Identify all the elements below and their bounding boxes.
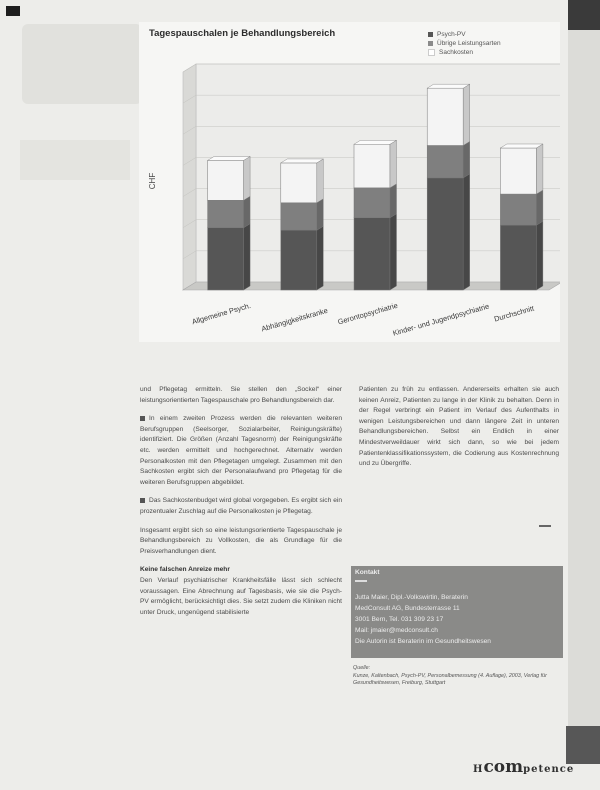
bar-top — [208, 156, 251, 160]
chart-side-wall — [183, 64, 196, 290]
bar-segment — [208, 228, 244, 290]
paragraph: Insgesamt ergibt sich so eine leistungsorientierte Tagespauschale je Behandlungsbereich zu Vollkosten, die als Grundlage für die Preisverhandlungen dient. — [140, 526, 342, 555]
category-label: Abhängigkeitskranke — [260, 305, 329, 334]
contact-email[interactable]: Mail: jmaier@medconsult.ch — [355, 627, 438, 634]
contact-name: Jutta Maier, Dipl.-Volkswirtin, Beraterin — [355, 594, 468, 601]
chart-panel — [139, 22, 560, 342]
bullet-paragraph: In einem zweiten Prozess werden die relevanten weiteren Berufsgruppen (Seelsorger, Sozialarbeiter, Reinigungskräfte) identifiziert. Die Größen (Anzahl Tagesnorm) der Reinigungskräfte etc. werden ermittelt und hochgerechnet. Alternativ werden Personalkosten mit den Pflegetagen umgelegt. Zusammen mit den Sachkosten ergibt sich der Personalaufwand pro Pflegetag für die weiteren Berufsgruppen abgebildet. — [140, 415, 342, 486]
side-tab — [568, 0, 600, 30]
contact-dash — [355, 580, 367, 582]
category-label: Durchschnitt — [493, 303, 536, 324]
y-axis-label: CHF — [148, 172, 157, 190]
article-left-column — [140, 385, 342, 626]
bar-segment — [354, 144, 390, 188]
bar-segment — [208, 200, 244, 227]
legend-label: Übrige Leistungsarten — [437, 40, 501, 47]
bar-top — [500, 144, 543, 148]
square-bullet-icon — [140, 498, 145, 503]
bar-segment — [427, 88, 463, 145]
category-label: Gerontopsychiatrie — [336, 300, 399, 327]
competence-logo: Hcompetence — [473, 757, 575, 777]
source-label: Quelle: — [353, 665, 371, 671]
bar-segment — [281, 163, 317, 203]
chart-legend — [428, 30, 501, 57]
contact-heading: Kontakt — [355, 569, 380, 576]
square-bullet-icon — [140, 416, 145, 421]
source-text: Kunze, Kaltenbach, Psych-PV, Personalbemessung (4. Auflage), 2003, Verlag für Gesundheitswesen, Freiburg, Stuttgart — [353, 672, 547, 687]
bar-segment — [354, 218, 390, 290]
bar-segment-side — [244, 196, 251, 227]
corner-tab — [6, 6, 20, 16]
bar-top — [427, 84, 470, 88]
bar-top — [281, 159, 324, 163]
faded-text-band — [20, 140, 130, 180]
bar-segment-side — [390, 184, 397, 218]
bar-segment-side — [390, 140, 397, 188]
bar-segment-side — [463, 84, 470, 145]
legend-item-psych-pv — [428, 30, 501, 39]
contact-address: MedConsult AG, Bundesterrasse 11 — [355, 605, 460, 612]
bar-segment — [427, 178, 463, 290]
article-right-column — [359, 385, 559, 478]
bar-segment-side — [390, 214, 397, 290]
bar-segment-side — [244, 156, 251, 200]
bar-segment — [500, 194, 536, 225]
contact-phone: 3001 Bern, Tel. 031 309 23 17 — [355, 616, 444, 623]
bar-segment-side — [317, 159, 324, 203]
bar-segment — [427, 145, 463, 177]
bar-chart — [139, 22, 560, 342]
category-label: Kinder- und Jugendpsychiatrie — [391, 301, 491, 338]
faded-header-shape — [22, 24, 142, 104]
legend-item-sachkosten — [428, 48, 501, 57]
bar-segment — [281, 203, 317, 230]
paragraph: und Pflegetag ermitteln. Sie stellen den „Sockel“ einer leistungsorientierten Tagespauschale pro Behandlungsbereich dar. — [140, 386, 342, 404]
bar-segment-side — [463, 141, 470, 177]
page-edge-strip — [568, 30, 600, 730]
contact-box — [351, 566, 563, 658]
bar-segment — [354, 188, 390, 218]
category-label: Allgemeine Psych. — [190, 300, 252, 327]
legend-item-uebrige — [428, 39, 501, 48]
bar-segment — [281, 230, 317, 290]
legend-label: Sachkosten — [439, 49, 473, 56]
bar-segment-side — [536, 221, 543, 290]
legend-label: Psych-PV — [437, 31, 466, 38]
source-note — [353, 665, 563, 688]
chart-title: Tagespauschalen je Behandlungsbereich — [149, 28, 336, 39]
bar-segment-side — [317, 226, 324, 290]
bar-segment — [500, 225, 536, 290]
bar-segment-side — [536, 144, 543, 194]
bullet-paragraph: Das Sachkostenbudget wird global vorgegeben. Es ergibt sich ein prozentualer Zuschlag auf die Personalkosten je Pflegetag. — [140, 497, 342, 515]
bar-top — [354, 140, 397, 144]
section-heading: Keine falschen Anreize mehr — [140, 566, 230, 574]
bar-segment-side — [536, 190, 543, 225]
bar-segment-side — [244, 224, 251, 290]
bar-segment-side — [463, 174, 470, 290]
contact-note: Die Autorin ist Beraterin im Gesundheitswesen — [355, 638, 491, 645]
paragraph: Den Verlauf psychiatrischer Krankheitsfälle lässt sich schlecht voraussagen. Eine Abrechnung auf Tagesbasis, wie sie die Psych-PV ermöglicht, berücksichtigt dies. Sie setzt zudem die Kliniken nicht unter Druck, ungenügend stabilisierte — [140, 576, 342, 616]
end-mark — [539, 525, 551, 527]
paragraph: Patienten zu früh zu entlassen. Andererseits erhalten sie auch keinen Anreiz, Patienten zu lange in der Klinik zu behalten. Denn in der Regel verbringt ein Patient im Verlauf des Aufenthalts in wenigen Leistungsbereichen und dann längere Zeit in unteren Behandlungsbereichen. Selbst ein Endlich in einer Mindestverweildauer wirkt sich dann, so wie bei jedem Patientenklassifikationssystem, die Codierung aus Kostenrechnung und zu Übergriffe. — [359, 386, 559, 468]
bar-segment — [500, 148, 536, 194]
bar-segment-side — [317, 199, 324, 230]
bar-segment — [208, 160, 244, 200]
